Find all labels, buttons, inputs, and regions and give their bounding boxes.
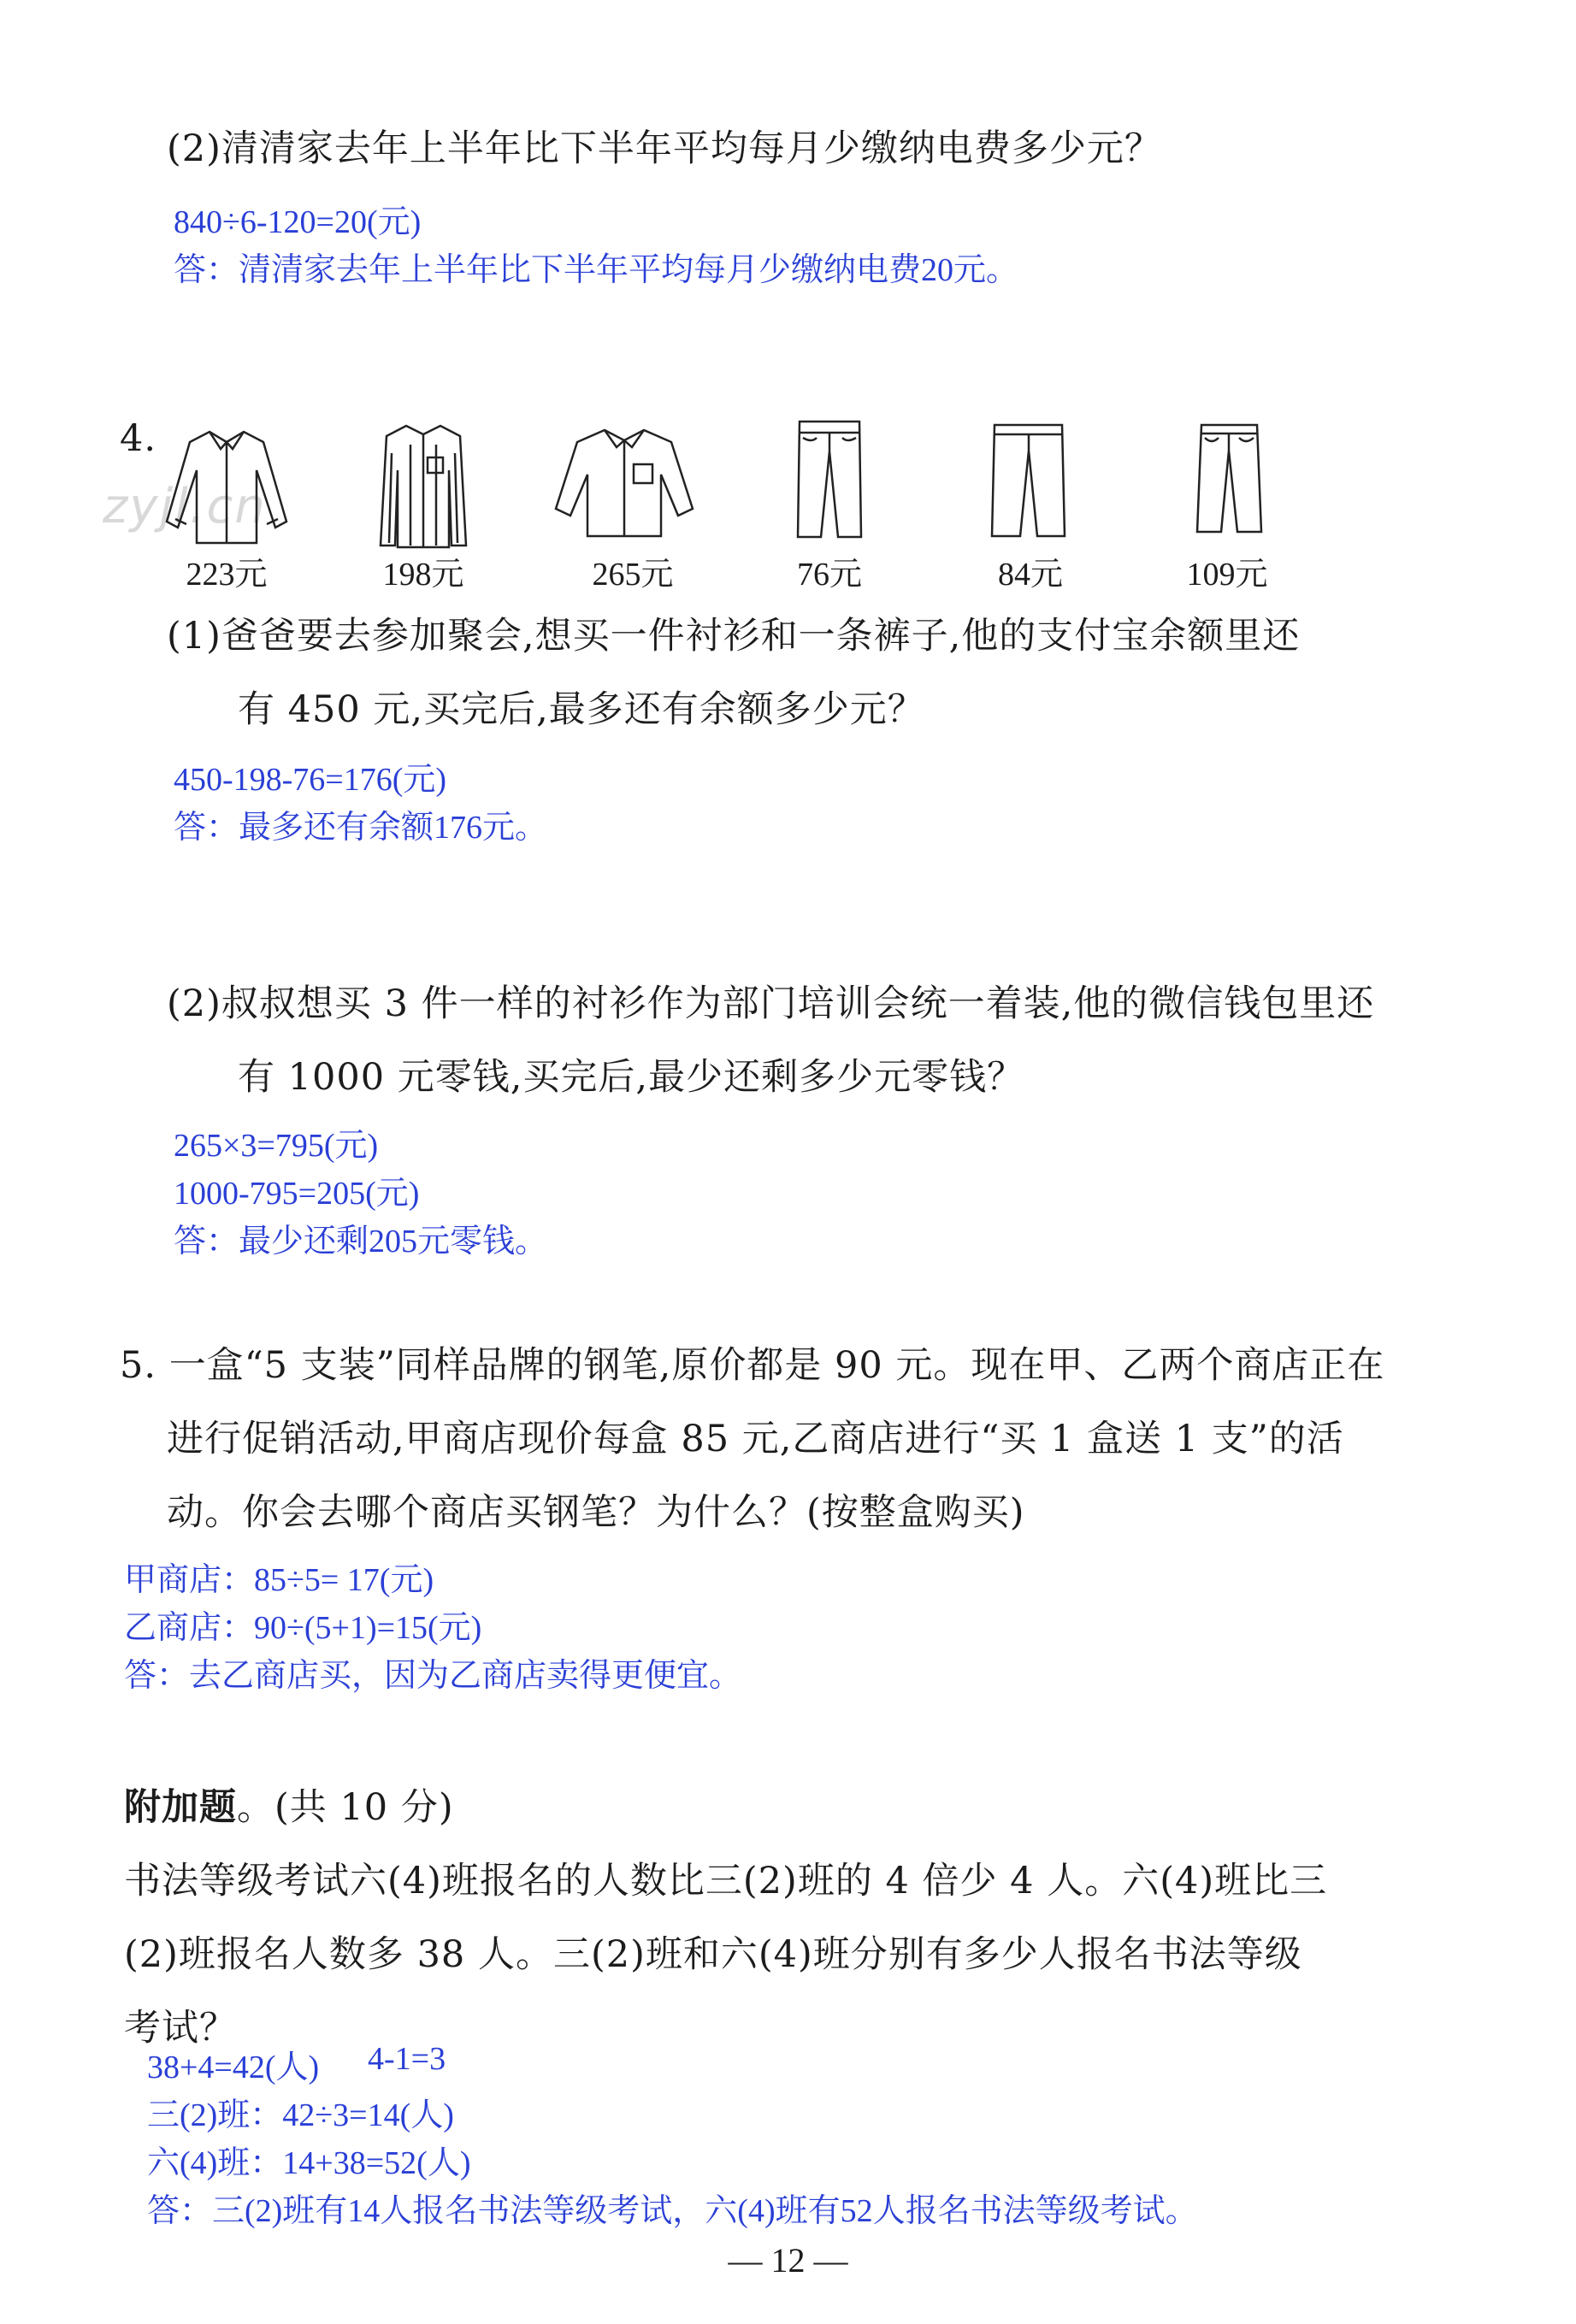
bonus-line2: (2)班报名人数多 38 人。三(2)班和六(4)班分别有多少人报名书法等级 [124,1933,1302,1976]
q5-line3: 动。你会去哪个商店买钢笔？为什么？(按整盒购买) [167,1491,1025,1534]
bonus-line3: 考试？ [124,2007,237,2050]
bonus-title-suffix: 。(共 10 分) [237,1786,454,1829]
q5-line2: 进行促销活动,甲商店现价每盒 85 元,乙商店进行“买 1 盒送 1 支”的活 [167,1418,1344,1460]
bonus-title: 附加题 [124,1786,237,1829]
q4-part2-calc2: 1000-795=205(元) [174,1176,420,1212]
q3-part2-question [167,120,1162,172]
q3-part2-text: 清清家去年上半年比下半年平均每月少缴纳电费多少元？ [221,127,1162,170]
price-label: 84元 [997,557,1063,593]
price-label: 198元 [382,557,464,593]
bonus-calc3: 六(4)班：14+38=52(人) [147,2145,471,2181]
q5-calc2: 乙商店：90÷(5+1)=15(元) [124,1610,482,1646]
price-label: 76元 [796,557,862,593]
q3-part2-calc: 840÷6-120=20(元) [174,204,422,240]
wide-trousers-icon [988,421,1069,540]
q5-answer: 答：去乙商店买，因为乙商店卖得更便宜。 [124,1658,742,1694]
pocket-shirt-icon [552,423,697,543]
q4-part2-line2: 有 1000 元零钱,买完后,最少还剩多少元零钱？ [238,1056,1025,1099]
bonus-calc2: 三(2)班：42÷3=14(人) [147,2097,454,2133]
q4-part2-line1: (2)叔叔想买 3 件一样的衬衫作为部门培训会统一着装,他的微信钱包里还 [167,982,1375,1025]
q3-part2-label: (2) [167,127,221,170]
page-number: — 12 — [728,2241,848,2280]
bonus-calc1a: 38+4=42(人) [147,2050,320,2085]
q5-calc1: 甲商店：85÷5= 17(元) [124,1562,434,1598]
q3-part2-answer: 答：清清家去年上半年比下半年平均每月少缴纳电费20元。 [174,252,1019,288]
q4-part2-calc1: 265×3=795(元) [174,1128,379,1164]
bonus-calc1b: 4-1=3 [368,2041,446,2077]
q4-part2-answer: 答：最少还剩205元零钱。 [174,1224,548,1259]
q5-line1: 5. 一盒“5 支装”同样品牌的钢笔,原价都是 90 元。现在甲、乙两个商店正在 [120,1344,1385,1387]
striped-shirt-icon [376,419,470,552]
bonus-heading [124,1778,454,1831]
q4-part1-line1: (1)爸爸要去参加聚会,想买一件衬衫和一条裤子,他的支付宝余额里还 [167,615,1301,658]
long-sleeve-shirt-icon [162,423,291,552]
jeans-icon [1193,421,1266,536]
bonus-line1: 书法等级考试六(4)班报名的人数比三(2)班的 4 倍少 4 人。六(4)班比三 [124,1860,1328,1902]
bonus-answer: 答：三(2)班有14人报名书法等级考试，六(4)班有52人报名书法等级考试。 [147,2193,1198,2229]
watermark: zyjl.cn [103,479,267,534]
q4-part1-line2: 有 450 元,买完后,最多还有余额多少元？ [238,688,925,731]
price-label: 109元 [1186,557,1268,593]
price-label: 265元 [592,557,674,593]
q4-part1-answer: 答：最多还有余额176元。 [174,810,548,846]
slim-trousers-icon [791,417,868,541]
price-label: 223元 [186,557,268,593]
q4-part1-calc: 450-198-76=176(元) [174,762,447,798]
q4-number: 4. [120,417,157,460]
